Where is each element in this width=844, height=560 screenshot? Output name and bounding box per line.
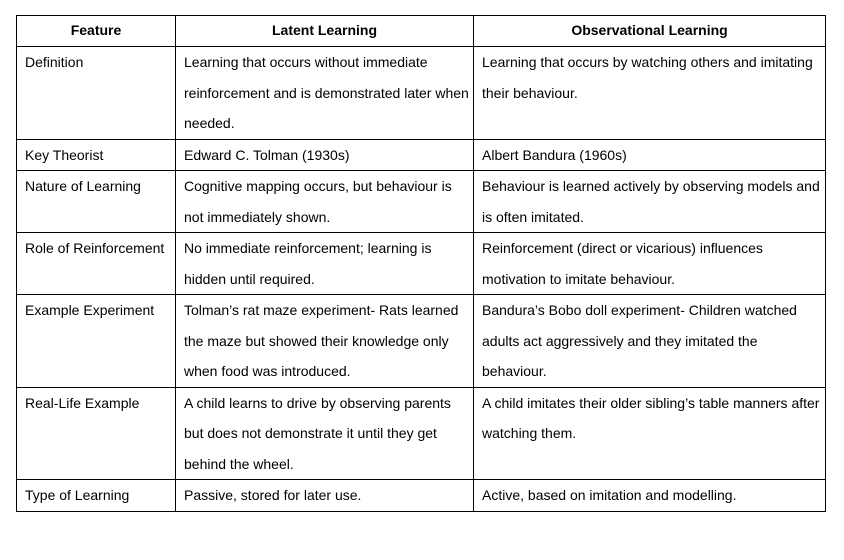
table-row [17, 233, 826, 295]
row-type-latent: Passive, stored for later use. [176, 480, 474, 512]
row-type-feature: Type of Learning [17, 480, 176, 512]
row-nature-latent: Cognitive mapping occurs, but behaviour is not immediately shown. [176, 171, 474, 233]
row-reinforcement-latent: No immediate reinforcement; learning is hidden until required. [176, 233, 474, 295]
table-row [17, 295, 826, 388]
row-reinforcement-observational: Reinforcement (direct or vicarious) influences motivation to imitate behaviour. [474, 233, 826, 295]
row-reinforcement-feature: Role of Reinforcement [17, 233, 176, 295]
table-header-row [17, 16, 826, 47]
table-row [17, 171, 826, 233]
row-nature-feature: Nature of Learning [17, 171, 176, 233]
row-nature-observational: Behaviour is learned actively by observing models and is often imitated. [474, 171, 826, 233]
table-row [17, 47, 826, 140]
row-type-observational: Active, based on imitation and modelling. [474, 480, 826, 512]
row-key-theorist-latent: Edward C. Tolman (1930s) [176, 139, 474, 171]
header-feature: Feature [17, 16, 176, 47]
row-real-life-feature: Real-Life Example [17, 387, 176, 480]
row-definition-feature: Definition [17, 47, 176, 140]
row-real-life-observational: A child imitates their older sibling’s table manners after watching them. [474, 387, 826, 480]
table-row [17, 387, 826, 480]
row-key-theorist-feature: Key Theorist [17, 139, 176, 171]
row-experiment-feature: Example Experiment [17, 295, 176, 388]
row-definition-latent: Learning that occurs without immediate reinforcement and is demonstrated later when needed. [176, 47, 474, 140]
row-real-life-latent: A child learns to drive by observing parents but does not demonstrate it until they get behind the wheel. [176, 387, 474, 480]
row-definition-observational: Learning that occurs by watching others and imitating their behaviour. [474, 47, 826, 140]
row-key-theorist-observational: Albert Bandura (1960s) [474, 139, 826, 171]
table-row [17, 139, 826, 171]
comparison-table [16, 15, 826, 512]
header-latent-learning: Latent Learning [176, 16, 474, 47]
table-row [17, 480, 826, 512]
row-experiment-latent: Tolman’s rat maze experiment- Rats learned the maze but showed their knowledge only when food was introduced. [176, 295, 474, 388]
row-experiment-observational: Bandura’s Bobo doll experiment- Children watched adults act aggressively and they imitated the behaviour. [474, 295, 826, 388]
header-observational-learning: Observational Learning [474, 16, 826, 47]
